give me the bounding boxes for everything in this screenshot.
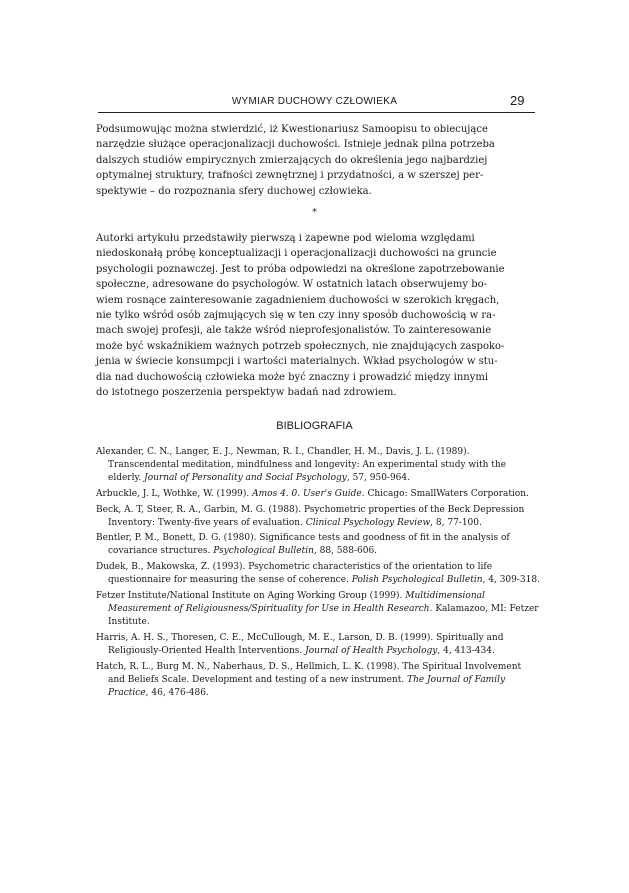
bibliography-entry: Harris, A. H. S., Thoresen, C. E., McCullough, M. E., Larson, D. B. (1999). Spiritually and Religiously-Oriented Health Interventions. Journal of Health Psychology, 4, 413-434.	[96, 632, 504, 656]
bibliography-entry: Beck, A. T, Steer, R. A., Garbin, M. G. (1988). Psychometric properties of the Beck Depression Inventory: Twenty-five years of evaluation. Clinical Psychology Review, 8, 77-100.	[96, 504, 525, 528]
page-number: 29	[510, 93, 525, 108]
bibliography-entry: Arbuckle, J. L, Wothke, W. (1999). Amos 4. 0. User's Guide. Chicago: SmallWaters Corporation.	[96, 488, 529, 499]
journal-title: Journal of Personality and Social Psychology	[144, 473, 347, 484]
journal-title: Psychological Bulletin	[213, 546, 314, 557]
journal-title: Journal of Health Psychology	[305, 645, 438, 656]
journal-title: Polish Psychological Bulletin	[351, 575, 483, 586]
book-title: Multidimensional Measurement of Religiousness/Spirituality for Use in Health Research	[108, 590, 485, 614]
bibliography-entry: Bentler, P. M., Bonett, D. G. (1980). Significance tests and goodness of fit in the analysis of covariance structures. Psychological Bulletin, 88, 588-606.	[96, 533, 510, 557]
header-rule	[98, 112, 535, 113]
paragraph-conclusion: Autorki artykułu przedstawiły pierwszą i zapewne pod wieloma względami niedoskonałą próbę konceptualizacji i operacjonalizacji duchowości na gruncie psychologii poznawczej. Jest to próba odpowiedzi na określone zapotrzebowanie społeczne, adresowane do psychologów. W ostatnich latach obserwujemy bo- wiem rosnące zainteresowanie zagadnieniem duchowości w szerokich kręgach, nie tylko wśród osób zajmujących się w ten czy inny sposób duchowością w ra- mach swojej profesji, ale także wśród nieprofesjonalistów. To zainteresowanie może być wskaźnikiem ważnych potrzeb społecznych, nie znajdujących zaspoko- jenia w świecie konsumpcji i wartości materialnych. Wkład psychologów w stu- dia nad duchowością człowieka może być znaczny i prowadzić między innymi do istotnego poszerzenia perspektyw badań nad zdrowiem.	[96, 233, 505, 399]
bibliography-entry: Dudek, B., Makowska, Z. (1993). Psychometric characteristics of the orientation to life questionnaire for measuring the sense of coherence. Polish Psychological Bulletin, 4, 309-318.	[96, 562, 540, 586]
running-header: WYMIAR DUCHOWY CZŁOWIEKA	[231, 96, 398, 107]
bibliography-entry: Hatch, R. L., Burg M. N., Naberhaus, D. S., Hellmich, L. K. (1998). The Spiritual Involvement and Beliefs Scale. Development and testing of a new instrument. The Journal of Family Practice, 46, 476-486.	[96, 661, 522, 698]
bibliography-heading: BIBLIOGRAFIA	[276, 420, 353, 432]
section-separator: *	[312, 208, 317, 218]
paragraph-summary: Podsumowując można stwierdzić, iż Kwestionariusz Samoopisu to obiecujące narzędzie służące operacjonalizacji duchowości. Istnieje jednak pilna potrzeba dalszych studiów empirycznych zmierzających do określenia jego najbardziej optymalnej struktury, trafności zewnętrznej i przydatności, a w szerszej per- spektywie – do rozpoznania sfery duchowej człowieka.	[96, 124, 495, 197]
journal-title: Clinical Psychology Review	[305, 517, 431, 528]
book-title: Amos 4. 0. User's Guide	[252, 488, 362, 499]
journal-title: The Journal of Family Practice	[108, 674, 506, 698]
bibliography-entry: Fetzer Institute/National Institute on Aging Working Group (1999). Multidimensional Measurement of Religiousness/Spirituality for Use in Health Research. Kalamazoo, MI: Fetzer Institute.	[96, 590, 539, 628]
bibliography-entry: Alexander, C. N., Langer, E. J., Newman, R. I., Chandler, H. M., Davis, J. L. (1989). Transcendental meditation, mindfulness and longevity: An experimental study with the elderly. Journal of Personality and Social Psychology, 57, 950-964.	[96, 447, 507, 484]
bibliography-list	[96, 446, 540, 702]
